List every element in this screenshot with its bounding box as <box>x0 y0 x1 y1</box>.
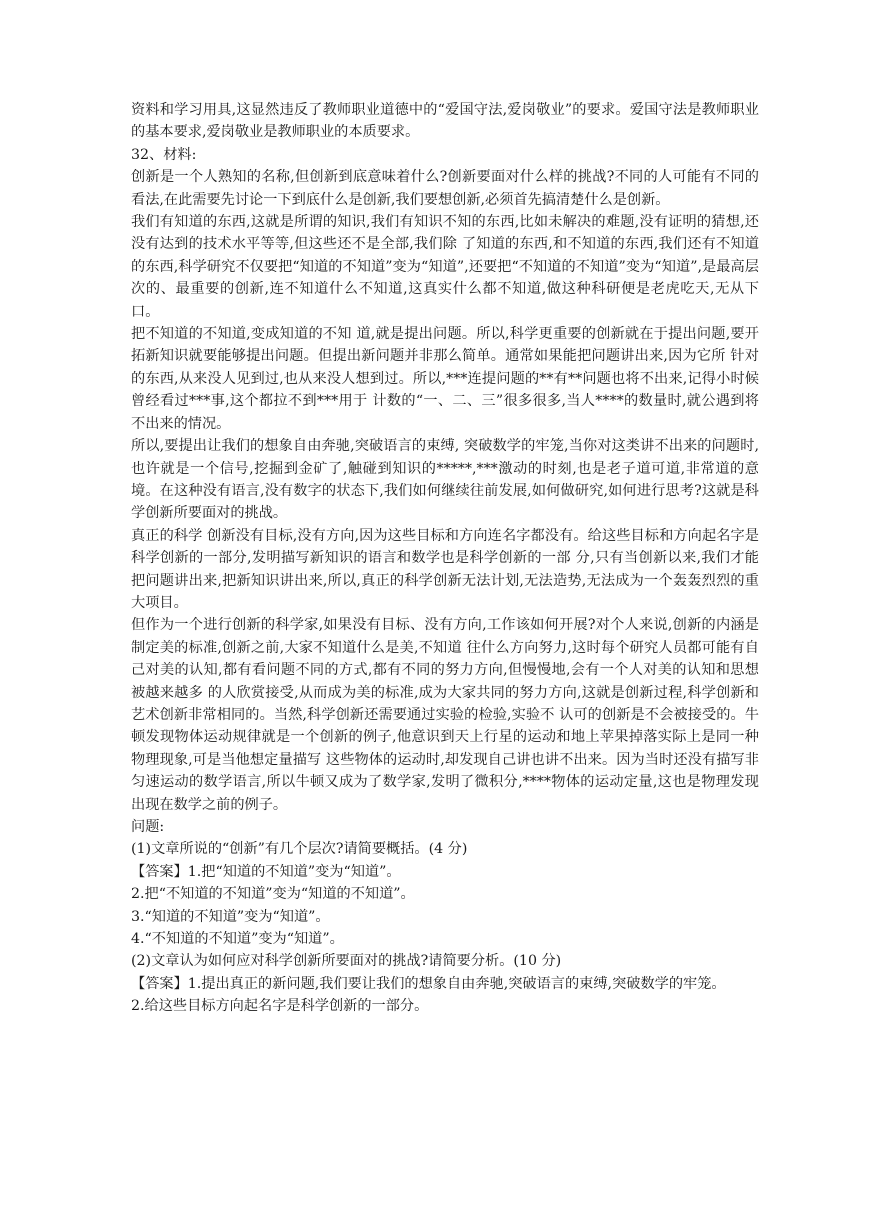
paragraph-teacher-ethics: 资料和学习用具,这显然违反了教师职业道德中的“爱国守法,爱岗敬业”的要求。爱国守法是教师职业的基本要求,爱岗敬业是教师职业的本质要求。 <box>131 102 759 141</box>
paragraph-intro: 创新是一个人熟知的名称,但创新到底意味着什么?创新要面对什么样的挑战?不同的人可能有不同的看法,在此需要先讨论一下到底什么是创新,我们要想创新,必须首先搞清楚什么是创新。 <box>131 169 759 208</box>
paragraph-asking-questions: 把不知道的不知道,变成知道的不知 道,就是提出问题。所以,科学更重要的创新就在于提出问题,要开拓新知识就要能够提出问题。但提出新问题并非那么简单。通常如果能把问题讲出来,因为它所 针对的东西,从来没人见到过,也从来没人想到过。所以,***连提问题的**有**问题也将不出来,记得小时候曾经看过***事,这个都拉不到***用于 计数的“一、二、三”很多很多,当人****的数量时,就公遇到将不出来的情况。 <box>131 326 759 432</box>
answer-1-item-4: 4.“不知道的不知道”变为“知道”。 <box>131 931 344 948</box>
paragraph-no-direction: 真正的科学 创新没有目标,没有方向,因为这些目标和方向连名字都没有。给这些目标和方向起名字是科学创新的一部分,发明描写新知识的语言和数学也是科学创新的一部 分,只有当创新以来,我们才能把问题讲出来,把新知识讲出来,所以,真正的科学创新无法计划,无法造势,无法成为一个轰轰烈烈的重大项目。 <box>131 527 759 611</box>
answer-1-item-3: 3.“知道的不知道”变为“知道”。 <box>131 908 330 925</box>
paragraph-known-unknown: 我们有知道的东西,这就是所谓的知识,我们有知识不知的东西,比如未解决的难题,没有证明的猜想,还没有达到的技术水平等等,但这些还不是全部,我们除 了知道的东西,和不知道的东西,我们还有不知道的东西,科学研究不仅要把“知道的不知道”变为“知道”,还要把“不知道的不知道”变为“知道”,是最高层 次的、最重要的创新,连不知道什么不知道,这真实什么都不知道,做这种科研便是老虎吃天,无从下口。 <box>131 214 759 320</box>
question-number-32: 32、材料: <box>131 146 197 163</box>
paragraph-beauty-standard: 但作为一个进行创新的科学家,如果没有目标、没有方向,工作该如何开展?对个人来说,创新的内涵是制定美的标准,创新之前,大家不知道什么是美,不知道 往什么方向努力,这时每个研究人员都可能有自己对美的认知,都有看问题不同的方式,都有不同的努力方向,但慢慢地,会有一个人对美的认知和思想被越来越多 的人欣赏接受,从而成为美的标准,成为大家共同的努力方向,这就是创新过程,科学创新和艺术创新非常相同的。当然,科学创新还需要通过实验的检验,实验不 认可的创新是不会被接受的。牛顿发现物体运动规律就是一个创新的例子,他意识到天上行星的运动和地上苹果掉落实际上是同一种物理现象,可是当他想定量描写 这些物体的运动时,却发现自己讲也讲不出来。因为当时还没有描写非匀速运动的数学语言,所以牛顿又成为了数学家,发明了微积分,****物体的运动定量,这也是物理发现出现在数学之前的例子。 <box>131 617 759 813</box>
question-1: (1)文章所说的“创新”有几个层次?请简要概括。(4 分) <box>131 841 468 858</box>
answer-1-item-2: 2.把“不知道的不知道”变为“知道的不知道”。 <box>131 886 415 903</box>
answer-2-item-2: 2.给这些目标方向起名字是科学创新的一部分。 <box>131 998 429 1015</box>
paragraph-imagination: 所以,要提出让我们的想象自由奔驰,突破语言的束缚, 突破数学的牢笼,当你对这类讲不出来的问题时,也许就是一个信号,挖掘到金矿了,触碰到知识的*****,***激动的时刻,也是老子道可道,非常道的意 境。在这种没有语言,没有数字的状态下,我们如何继续往前发展,如何做研究,如何进行思考?这就是科学创新所要面对的挑战。 <box>131 438 759 522</box>
question-2: (2)文章认为如何应对科学创新所要面对的挑战?请简要分析。(10 分) <box>131 953 562 970</box>
answer-1-item-1: 【答案】1.把“知道的不知道”变为“知道”。 <box>131 863 401 880</box>
questions-heading: 问题: <box>131 819 165 835</box>
answer-2-item-1: 【答案】1.提出真正的新问题,我们要让我们的想象自由奔驰,突破语言的束缚,突破数学的牢笼。 <box>131 975 726 992</box>
